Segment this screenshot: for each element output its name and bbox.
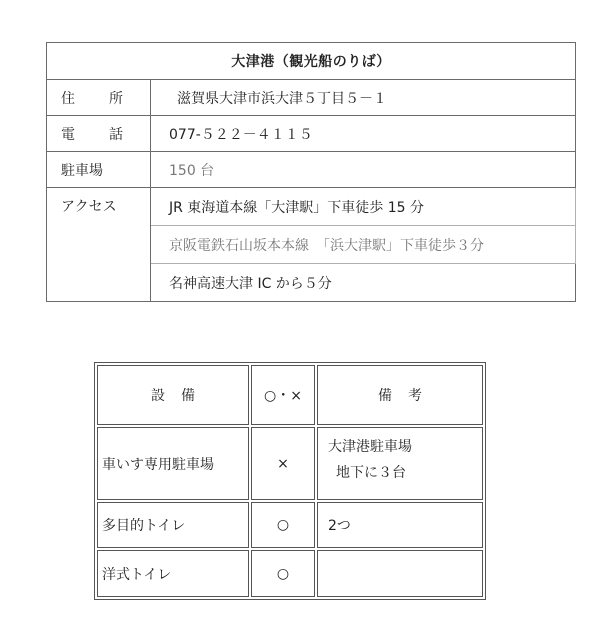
- info-title: 大津港（観光船のりば）: [47, 43, 576, 80]
- phone-value: 077-５２２－４１１５: [151, 116, 576, 152]
- header-equipment: 設備: [97, 365, 249, 425]
- parking-label: 駐車場: [47, 152, 151, 188]
- access-label: アクセス: [47, 188, 151, 302]
- address-label: [47, 80, 151, 116]
- parking-value: 150 台: [151, 152, 576, 188]
- facility-table: [94, 362, 486, 600]
- access-row-1: [47, 188, 576, 226]
- facility-note: [317, 502, 483, 548]
- header-availability: ○・×: [251, 365, 315, 425]
- facility-mark: ×: [251, 427, 315, 500]
- facility-mark: ○: [251, 502, 315, 548]
- address-label-b: 所: [109, 90, 123, 107]
- facility-note: [317, 550, 483, 597]
- facility-row-wheelchair-parking: [97, 427, 483, 500]
- access-line-3: 名神高速大津 IC から５分: [151, 264, 576, 302]
- facility-row-western-toilet: [97, 550, 483, 597]
- address-row: [47, 80, 576, 116]
- facility-note-line1: 2つ: [328, 518, 351, 534]
- facility-name: 多目的トイレ: [97, 502, 249, 548]
- info-title-row: [47, 43, 576, 80]
- phone-label: [47, 116, 151, 152]
- facility-note-line1: 大津港駐車場: [328, 439, 412, 455]
- address-value: 滋賀県大津市浜大津５丁目５－１: [151, 80, 576, 116]
- facility-note: [317, 427, 483, 500]
- access-line-2: 京阪電鉄石山坂本本線 「浜大津駅」下車徒歩３分: [151, 226, 576, 264]
- phone-row: [47, 116, 576, 152]
- port-info-table: [46, 42, 576, 302]
- phone-label-b: 話: [109, 126, 123, 143]
- access-line-1: JR 東海道本線「大津駅」下車徒歩 15 分: [151, 188, 576, 226]
- address-label-a: 住: [61, 90, 75, 107]
- facility-name: 洋式トイレ: [97, 550, 249, 597]
- phone-label-a: 電: [61, 126, 75, 143]
- facility-header-row: [97, 365, 483, 425]
- header-remarks: 備考: [317, 365, 483, 425]
- parking-row: [47, 152, 576, 188]
- facility-name: 車いす専用駐車場: [97, 427, 249, 500]
- facility-note-line2: 地下に３台: [336, 465, 406, 481]
- facility-row-multipurpose-toilet: [97, 502, 483, 548]
- facility-mark: ○: [251, 550, 315, 597]
